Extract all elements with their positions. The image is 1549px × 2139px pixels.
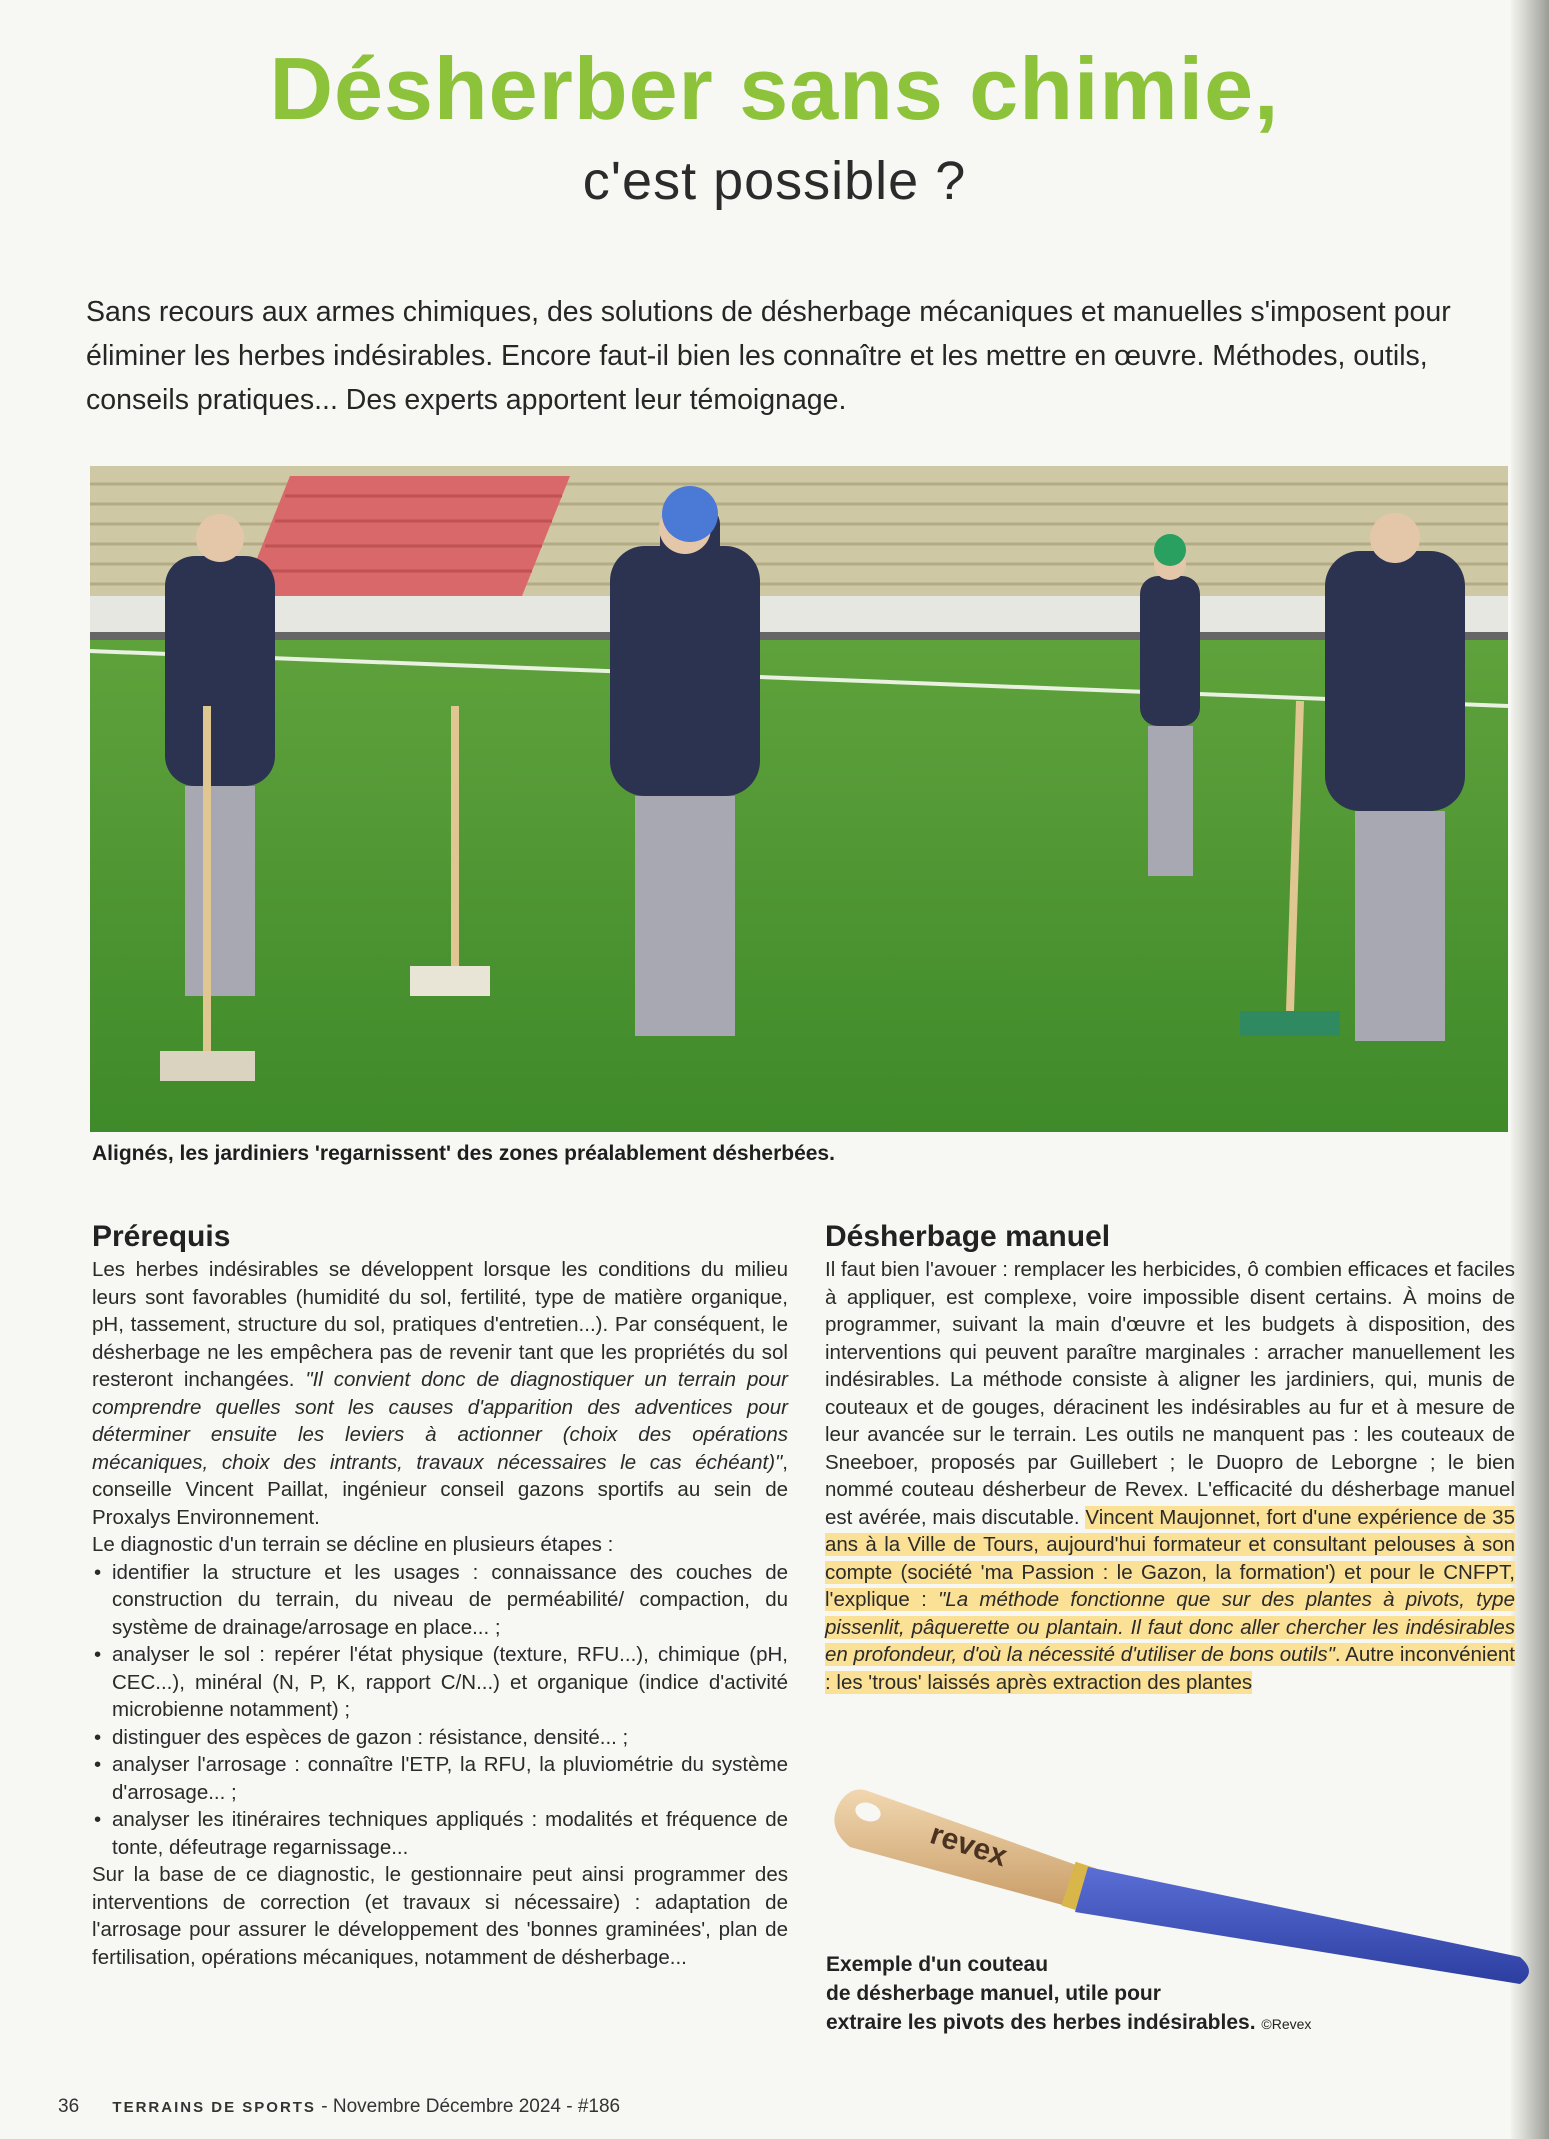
knife-caption-line-1: Exemple d'un couteau bbox=[826, 1953, 1049, 1976]
list-item: • analyser le sol : repérer l'état physique (texture, RFU...), chimique (pH, CEC...), minéral (N, P, K, rapport C/N...) et organique (indice d'activité microbienne notamment) ; bbox=[92, 1641, 788, 1724]
highlight-text-a: Vincent Maujonnet, fort d'une expérience de 35 ans à la Ville de Tours, aujourd'hui formateur et consultant pelouses à son compte (société 'ma Passion : le Gazon, la formation') et pour le CNFPT, l'explique : bbox=[825, 1505, 1515, 1611]
left-paragraph-2: Le diagnostic d'un terrain se décline en plusieurs étapes : bbox=[92, 1533, 614, 1556]
list-item: • distinguer des espèces de gazon : résistance, densité... ; bbox=[92, 1724, 788, 1752]
highlight-text-b: . Autre inconvénient : les 'trous' laissés après extraction des plantes bbox=[825, 1643, 1515, 1694]
left-column bbox=[92, 1220, 788, 1971]
article-intro: Sans recours aux armes chimiques, des solutions de désherbage mécaniques et manuelles s'imposent pour éliminer les herbes indésirables. Encore faut-il bien les connaître et les mettre en œuvre. Méthodes, outils, conseils pratiques... Des experts apportent leur témoignage. bbox=[86, 296, 1451, 416]
section-heading-desherbage-manuel: Désherbage manuel bbox=[825, 1220, 1111, 1253]
page-number: 36 bbox=[58, 2096, 80, 2117]
magazine-name: TERRAINS DE SPORTS bbox=[112, 2099, 316, 2116]
issue-info: Novembre Décembre 2024 - #186 bbox=[332, 2096, 621, 2117]
list-item: • analyser l'arrosage : connaître l'ETP, la RFU, la pluviométrie du système d'arrosage... ; bbox=[92, 1751, 788, 1806]
right-column bbox=[825, 1220, 1515, 1696]
knife-caption-line-3: extraire les pivots des herbes indésirables. bbox=[826, 2011, 1256, 2034]
highlight-quote: "La méthode fonctionne que sur des plantes à pivots, type pissenlit, pâquerette ou plantain. Il faut donc aller chercher les indésirables en profondeur, d'où la nécessité d'utiliser de bons outils" bbox=[825, 1588, 1515, 1666]
highlighted-passage bbox=[825, 1506, 1515, 1694]
knife-caption bbox=[826, 1950, 1311, 2039]
left-paragraph-3: Sur la base de ce diagnostic, le gestionnaire peut ainsi programmer des interventions de correction (et travaux si nécessaire) : adaptation de l'arrosage pour assurer le développement des 'bonnes graminées', plan de fertilisation, opérations mécaniques, notamment de désherbage... bbox=[92, 1863, 788, 1969]
list-item: • identifier la structure et les usages : connaissance des couches de construction du terrain, du niveau de perméabilité/ compaction, du système de drainage/arrosage en place... ; bbox=[92, 1559, 788, 1642]
stadium-photo bbox=[90, 466, 1508, 1132]
section-heading-prerequis: Prérequis bbox=[92, 1220, 231, 1253]
photo-caption: Alignés, les jardiniers 'regarnissent' des zones préalablement désherbées. bbox=[92, 1142, 835, 1165]
knife-brand-label: revex bbox=[926, 1817, 1011, 1874]
left-quote: "Il convient donc de diagnostiquer un terrain pour comprendre quelles sont les causes d'apparition des adventices pour déterminer ensuite les leviers à actionner (choix des opérations mécaniques, choix des intrants, travaux nécessaires le cas échéant)" bbox=[92, 1368, 788, 1474]
article-title: Désherber sans chimie, bbox=[269, 39, 1280, 138]
right-paragraph-1: Il faut bien l'avouer : remplacer les herbicides, ô combien efficaces et faciles à appliquer, est complexe, voire impossible disent certains. À moins de programmer, suivant la main d'œuvre et les budgets à disposition, des interventions qui peuvent paraître marginales : arracher manuellement les indésirables. La méthode consiste à aligner les jardiniers, qui, munis de couteaux et de gouges, déracinent les indésirables au fur et à mesure de leur avancée sur le terrain. Les outils ne manquent pas : les couteaux de Sneeboer, proposés par Guillebert ; le Duopro de Leborgne ; le bien nommé couteau désherbeur de Revex. L'efficacité du désherbage manuel est avérée, mais discutable. bbox=[825, 1258, 1515, 1529]
knife-caption-line-2: de désherbage manuel, utile pour bbox=[826, 1982, 1161, 2005]
photo-credit: ©Revex bbox=[1261, 2016, 1312, 2032]
article-subtitle: c'est possible ? bbox=[582, 151, 967, 211]
diagnostic-steps-list bbox=[92, 1559, 788, 1862]
right-body bbox=[825, 1256, 1515, 1696]
left-paragraph-1: Les herbes indésirables se développent lorsque les conditions du milieu leurs sont favorables (humidité du sol, fertilité, type de matière organique, pH, tassement, structure du sol, pratiques d'entretien...). Par conséquent, le désherbage ne les empêchera pas de revenir tant que les propriétés du sol resteront inchangées. bbox=[92, 1258, 788, 1391]
left-paragraph-1-end: , conseille Vincent Paillat, ingénieur conseil gazons sportifs au sein de Proxalys Environnement. bbox=[92, 1450, 788, 1529]
left-body bbox=[92, 1256, 788, 1971]
list-item: • analyser les itinéraires techniques appliqués : modalités et fréquence de tonte, défeutrage regarnissage... bbox=[92, 1806, 788, 1861]
footer-separator: - bbox=[321, 2096, 328, 2117]
page-footer bbox=[58, 2096, 620, 2118]
